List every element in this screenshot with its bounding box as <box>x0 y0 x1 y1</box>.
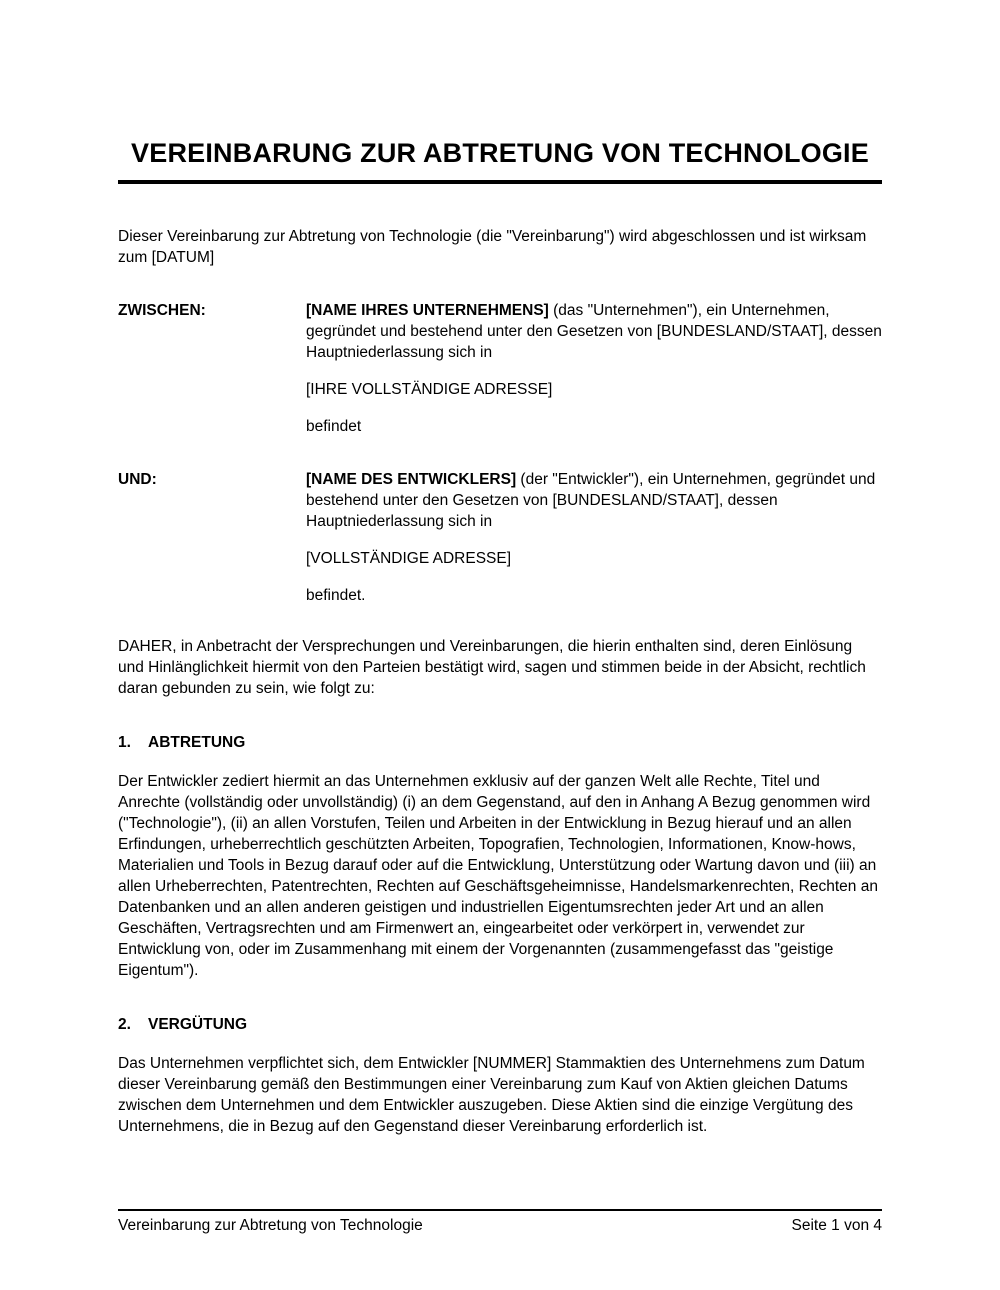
section-2-heading <box>118 1014 882 1035</box>
party-block-zwischen <box>118 300 882 437</box>
title-rule <box>118 180 882 184</box>
party-block-und <box>118 469 882 606</box>
party-suffix-text: befindet <box>306 418 362 435</box>
section-2-body: Das Unternehmen verpflichtet sich, dem Entwickler [NUMMER] Stammaktien des Unternehmens zum Datum dieser Vereinbarung gemäß den Bestimmungen einer Vereinbarung zum Kauf von Aktien gleichen Datums zwischen dem Unternehmen und dem Entwickler auszugeben. Diese Aktien sind die einzige Vergütung des Unternehmens, die in Bezug auf den Gegenstand dieser Vereinbarung erforderlich ist. <box>118 1055 865 1135</box>
company-address-placeholder: [IHRE VOLLSTÄNDIGE ADRESSE] <box>306 381 553 398</box>
party-label-zwischen: ZWISCHEN: <box>118 302 206 319</box>
developer-address-placeholder: [VOLLSTÄNDIGE ADRESSE] <box>306 550 512 567</box>
party-description-text: (der "Entwickler"), ein Unternehmen, gegründet und bestehend unter den Gesetzen von [BUNDESLAND/STAAT], dessen Hauptniederlassung sich in <box>306 471 876 530</box>
section-1-body: Der Entwickler zediert hiermit an das Unternehmen exklusiv auf der ganzen Welt alle Rechte, Titel und Anrechte (vollständig oder unvollständig) (i) an dem Gegenstand, auf den in Anhang A Bezug genommen wird ("Technologie"), (ii) an allen Vorstufen, Teilen und Arbeiten in der Entwicklung in Bezug hierauf und an allen Erfindungen, urheberrechtlich geschützten Arbeiten, Topografien, Technologien, Informationen, Know-hows, Materialien und Tools in Bezug darauf oder auf die Entwicklung, Unterstützung oder Wartung davon und (iii) an allen Urheberrechten, Patentrechten, Rechten auf Geschäftsgeheimnisse, Handelsmarkenrechten, Rechten an Datenbanken und an allen anderen geistigen und industriellen Eigentumsrechten jeder Art und an allen Geschäften, Vertragsrechten und am Firmenwert an, eingearbeitet oder verkörpert in, verwendet zur Entwicklung von, oder im Zusammenhang mit einem der Vorgenannten (zusammengefasst das "geistige Eigentum"). <box>118 773 878 979</box>
company-name-placeholder: [NAME IHRES UNTERNEHMENS] <box>306 302 549 319</box>
party-details-und <box>306 469 882 606</box>
section-1-title: ABTRETUNG <box>148 734 246 751</box>
intro-paragraph: Dieser Vereinbarung zur Abtretung von Technologie (die "Vereinbarung") wird abgeschlossen und ist wirksam zum [DATUM] <box>118 228 867 266</box>
party-details-zwischen <box>306 300 882 437</box>
section-1-heading <box>118 732 882 753</box>
footer-document-title: Vereinbarung zur Abtretung von Technologie <box>118 1217 423 1234</box>
developer-name-placeholder: [NAME DES ENTWICKLERS] <box>306 471 517 488</box>
party-description-paragraph <box>306 300 882 363</box>
party-suffix-text: befindet. <box>306 587 366 604</box>
party-description-text: (das "Unternehmen"), ein Unternehmen, gegründet und bestehend unter den Gesetzen von [BUNDESLAND/STAAT], dessen Hauptniederlassung sich in <box>306 302 882 361</box>
section-2-number: 2. <box>118 1016 131 1033</box>
footer-page-number: Seite 1 von 4 <box>791 1217 882 1234</box>
section-2-title: VERGÜTUNG <box>148 1016 248 1033</box>
party-label-und: UND: <box>118 471 157 488</box>
section-1-number: 1. <box>118 734 131 751</box>
page-title: VEREINBARUNG ZUR ABTRETUNG VON TECHNOLOGIE <box>131 138 869 168</box>
recitals-paragraph: DAHER, in Anbetracht der Versprechungen und Vereinbarungen, die hierin enthalten sind, deren Einlösung und Hinlänglichkeit hiermit von den Parteien bestätigt wird, sagen und stimmen beide in der Absicht, rechtlich daran gebunden zu sein, wie folgt zu: <box>118 638 866 697</box>
party-description-paragraph <box>306 469 882 532</box>
page-footer <box>118 1209 882 1236</box>
